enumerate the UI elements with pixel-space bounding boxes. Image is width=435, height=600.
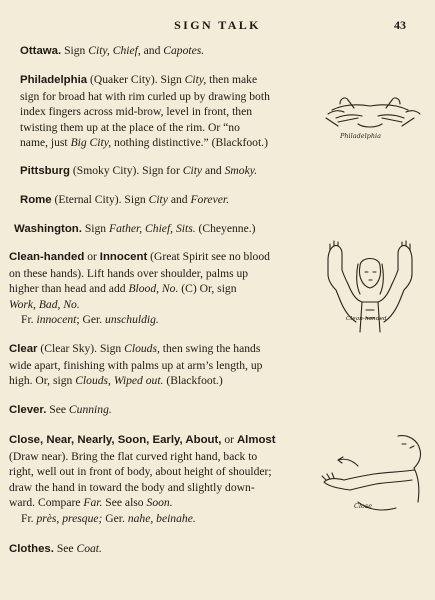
entry-headword: Ottawa. — [20, 45, 62, 57]
entry-text: higher than head and add — [9, 282, 129, 295]
entry-text: ward. Compare — [9, 496, 84, 509]
entry-text: name, just — [20, 136, 71, 149]
entry-sign-reference: Smoky. — [224, 164, 258, 177]
entry-text: (C) Or, sign — [178, 282, 237, 295]
entry-text: Sign — [64, 44, 89, 57]
entry-text: twisting them up at the place of the rim. Or “no — [20, 120, 240, 134]
entry-translation: nahe, beinahe. — [127, 511, 196, 525]
entry-sign-reference: Forever. — [190, 193, 229, 206]
entry-sign-reference: Capotes. — [163, 44, 205, 57]
entry-text: Ger. — [102, 511, 128, 525]
entry-text: Sign — [81, 222, 109, 235]
entry-clever — [9, 402, 112, 419]
entry-sign-reference: Coat. — [76, 542, 102, 555]
entry-headword: Almost — [236, 434, 276, 446]
entry-text: (Quaker City). Sign — [87, 73, 185, 86]
entry-text: and — [202, 164, 225, 177]
entry-text: sign for broad hat with rim curled up by drawing both — [20, 89, 270, 103]
entry-text: (Great Spirit see no blood — [147, 250, 270, 263]
entry-headword: Washington. — [14, 223, 82, 235]
entry-sign-reference: Father, Chief, Sits. — [108, 222, 196, 235]
running-title: SIGN TALK — [174, 18, 261, 32]
entry-text: wide apart, finishing with palms up at arm’s length, up — [9, 358, 263, 372]
entry-clear — [9, 341, 262, 389]
entry-philadelphia — [20, 72, 270, 151]
close-sign-illustration — [318, 432, 426, 522]
entry-translation: unschuldig. — [105, 313, 159, 326]
entry-washington — [14, 221, 256, 238]
entry-text: (Smoky City). Sign for — [70, 164, 183, 177]
entry-text: then make — [206, 73, 258, 86]
figure-caption: Philadelphia — [340, 132, 381, 140]
entry-headword: Clever. — [9, 404, 47, 416]
entry-sign-reference: Far. — [83, 496, 103, 509]
entry-pittsburg — [20, 163, 257, 180]
entry-headword: Philadelphia — [20, 74, 88, 86]
entry-sign-reference: Work, Bad, No. — [9, 297, 80, 311]
clean-handed-sign-illustration — [316, 240, 424, 336]
entry-sign-reference: City — [148, 193, 168, 206]
entry-text: (Eternal City). Sign — [51, 193, 149, 206]
entry-headword: Rome — [20, 194, 52, 206]
entry-headword: Clean-handed — [9, 251, 85, 263]
entry-close — [9, 432, 276, 526]
entry-sign-reference: Big City, — [70, 136, 112, 149]
entry-text: or — [84, 250, 100, 263]
entry-text: high. Or, sign — [9, 374, 76, 387]
entry-text: nothing distinctive.” (Blackfoot.) — [111, 136, 268, 149]
entry-text: and — [140, 44, 164, 57]
entry-translation: innocent — [36, 313, 77, 326]
entry-text: See also — [102, 496, 147, 509]
entry-sign-reference: Cunning. — [68, 403, 112, 416]
entry-sign-reference: City — [182, 164, 203, 177]
entry-sign-reference: City, Chief, — [88, 44, 141, 57]
entry-text: (Blackfoot.) — [163, 374, 223, 387]
entry-text: on these hands). Lift hands over shoulder, palms up — [9, 266, 249, 280]
entry-sign-reference: City, — [184, 73, 207, 86]
figure-caption: Clean-handed — [346, 316, 387, 322]
entry-rome — [20, 192, 229, 209]
page-number: 43 — [394, 18, 406, 32]
entry-text: ; Ger. — [76, 313, 106, 326]
entry-text: index fingers across mid-brow, level in front, then — [20, 105, 253, 118]
entry-ottawa — [20, 43, 204, 60]
entry-text: (Draw near). Bring the flat curved right hand, back to — [9, 449, 258, 463]
entry-text: then swing the hands — [159, 342, 261, 355]
entry-text: and — [167, 193, 191, 206]
entry-headword: Innocent — [99, 251, 148, 263]
philadelphia-sign-illustration — [318, 88, 422, 142]
entry-text: See — [53, 542, 77, 555]
page-header — [0, 18, 435, 38]
figure-caption: Close — [354, 502, 373, 510]
entry-headword: Clear — [9, 343, 38, 355]
entry-headword: Clothes. — [9, 543, 54, 555]
entry-sign-reference: Clouds, — [124, 342, 160, 355]
entry-text: (Clear Sky). Sign — [37, 342, 125, 355]
entry-translation: près, presque; — [36, 511, 103, 525]
entry-sign-reference: Blood, No. — [128, 282, 179, 295]
entry-headword: Pittsburg — [20, 165, 70, 177]
entry-text: right, well out in front of body, about height of shoulder; — [9, 465, 272, 478]
entry-clothes — [9, 541, 102, 558]
entry-sign-reference: Clouds, Wiped out. — [75, 374, 164, 387]
entry-sign-reference: Soon. — [146, 496, 173, 509]
entry-text: draw the hand in toward the body and slightly down- — [9, 480, 255, 494]
entry-text: Fr. — [21, 313, 37, 326]
entry-headword: Close, Near, Nearly, Soon, Early, About, — [9, 434, 222, 446]
entry-text: or — [221, 433, 237, 446]
entry-text: Fr. — [21, 511, 37, 525]
entry-text: (Cheyenne.) — [195, 222, 256, 235]
entry-clean-handed — [9, 249, 270, 328]
entry-text: See — [46, 403, 69, 416]
